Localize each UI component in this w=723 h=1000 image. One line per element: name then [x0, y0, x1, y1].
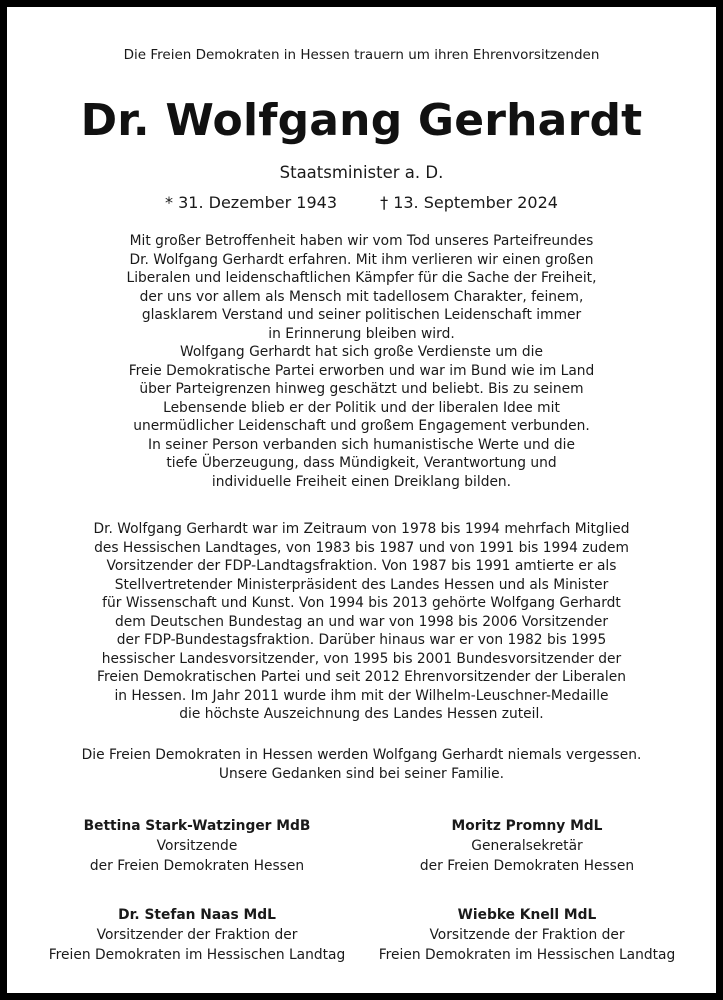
text-line: Stellvertretender Ministerpräsident des Landes Hessen und als Minister — [114, 576, 609, 593]
signature-block — [357, 816, 697, 876]
death-date: † 13. September 2024 — [380, 193, 558, 212]
text-line: individuelle Freiheit einen Dreiklang bilden. — [211, 473, 512, 490]
text-line: Dr. Wolfgang Gerhardt war im Zeitraum von 1978 bis 1994 mehrfach Mitglied — [93, 521, 630, 537]
text-line: in Hessen. Im Jahr 2011 wurde ihm mit der Wilhelm-Leuschner-Medaille — [114, 687, 609, 704]
signatory-organization: Freien Demokraten im Hessischen Landtag — [48, 947, 346, 963]
signature-block — [357, 905, 697, 965]
text-line: glasklarem Verstand und seiner politischen Leidenschaft immer — [141, 307, 582, 323]
signature-block — [27, 816, 367, 876]
text-line: über Parteigrenzen hinweg geschätzt und beliebt. Bis zu seinem — [139, 381, 584, 397]
signatory-role: Vorsitzende — [156, 838, 238, 854]
text-line: tiefe Überzeugung, dass Mündigkeit, Verantwortung und — [166, 455, 557, 471]
paragraph-biography — [7, 520, 716, 724]
signatory-role: Vorsitzende der Fraktion der — [429, 927, 625, 943]
signatory-role: Generalsekretär — [471, 838, 583, 854]
life-dates — [7, 193, 716, 212]
signature-block — [27, 905, 367, 965]
text-line: Wolfgang Gerhardt hat sich große Verdienste um die — [180, 344, 543, 360]
signatory-name: Bettina Stark-Watzinger MdB — [83, 818, 311, 834]
text-line: Lebensende blieb er der Politik und der liberalen Idee mit — [163, 399, 560, 416]
text-line: die höchste Auszeichnung des Landes Hessen zuteil. — [179, 706, 544, 722]
paragraph-closing — [7, 746, 716, 783]
signatory-name: Moritz Promny MdL — [451, 818, 603, 834]
text-line: In seiner Person verbanden sich humanistische Werte und die — [148, 436, 575, 453]
text-line: Vorsitzender der FDP-Landtagsfraktion. Von 1987 bis 1991 amtierte er als — [106, 558, 617, 574]
text-line: Freie Demokratische Partei erworben und war im Bund wie im Land — [128, 362, 595, 379]
paragraph-condolence — [7, 232, 716, 491]
text-line: Freien Demokratischen Partei und seit 2012 Ehrenvorsitzender der Liberalen — [97, 669, 626, 685]
signatory-name: Wiebke Knell MdL — [457, 907, 597, 923]
deceased-name: Dr. Wolfgang Gerhardt — [80, 95, 643, 146]
text-line: unermüdlicher Leidenschaft und großem Engagement verbunden. — [133, 418, 590, 434]
birth-date: * 31. Dezember 1943 — [165, 193, 338, 212]
signatory-organization: der Freien Demokraten Hessen — [419, 858, 635, 874]
text-line: hessischer Landesvorsitzender, von 1995 bis 2001 Bundesvorsitzender der — [101, 650, 622, 667]
text-line: des Hessischen Landtages, von 1983 bis 1987 und von 1991 bis 1994 zudem — [94, 539, 629, 556]
text-line: dem Deutschen Bundestag an und war von 1998 bis 2006 Vorsitzender — [114, 613, 609, 630]
text-line: für Wissenschaft und Kunst. Von 1994 bis 2013 gehörte Wolfgang Gerhardt — [102, 595, 621, 611]
signatory-name: Dr. Stefan Naas MdL — [118, 907, 276, 923]
text-line: der uns vor allem als Mensch mit tadellosem Charakter, feinem, — [139, 288, 584, 305]
deceased-title: Staatsminister a. D. — [279, 163, 444, 182]
text-line: Dr. Wolfgang Gerhardt erfahren. Mit ihm verlieren wir einen großen — [129, 251, 594, 268]
obituary-notice — [7, 7, 716, 993]
signatory-role: Vorsitzender der Fraktion der — [96, 927, 298, 943]
text-line: der FDP-Bundestagsfraktion. Darüber hinaus war er von 1982 bis 1995 — [116, 632, 607, 648]
signatory-organization: Freien Demokraten im Hessischen Landtag — [378, 947, 676, 963]
text-line: Die Freien Demokraten in Hessen werden Wolfgang Gerhardt niemals vergessen. — [81, 747, 642, 763]
intro-line: Die Freien Demokraten in Hessen trauern um ihren Ehrenvorsitzenden — [123, 47, 600, 63]
text-line: Mit großer Betroffenheit haben wir vom Tod unseres Parteifreundes — [129, 233, 594, 249]
text-line: in Erinnerung bleiben wird. — [268, 325, 455, 342]
text-line: Unsere Gedanken sind bei seiner Familie. — [218, 765, 505, 782]
signatory-organization: der Freien Demokraten Hessen — [89, 858, 305, 874]
text-line: Liberalen und leidenschaftlichen Kämpfer für die Sache der Freiheit, — [126, 270, 597, 286]
